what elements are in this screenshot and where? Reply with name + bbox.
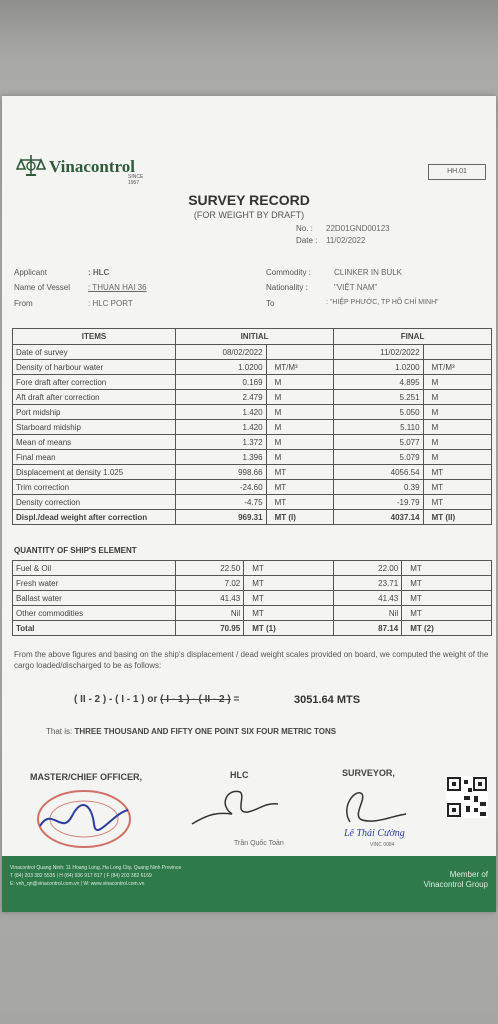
footer-phones: T (84) 203 382 5535 | H (84) 936 917 817 | F (84) 203 382 6169 [10,873,152,879]
initial-value: -24.60 [176,480,267,495]
commodity-label: Commodity : [266,268,311,277]
initial-value: 41.43 [176,591,244,606]
table-row [13,576,492,591]
final-unit: M [423,390,491,405]
initial-unit: MT [266,480,334,495]
initial-unit: MT [244,576,334,591]
surveyor-signature-heading: SURVEYOR, [342,768,395,778]
from-value: : HLC PORT [88,299,133,308]
final-unit: MT [423,465,491,480]
qr-code-icon [446,776,488,818]
cargo-result: 3051.64 MTS [294,694,361,706]
draft-survey-table [12,328,492,525]
document-title: SURVEY RECORD [188,192,310,208]
initial-unit: MT [266,495,334,510]
nationality-label: Nationality : [266,283,308,292]
table-row [13,480,492,495]
hlc-signer-name: Trần Quốc Toàn [234,840,284,847]
document-subtitle: (FOR WEIGHT BY DRAFT) [193,210,305,220]
row-item: Mean of means [13,435,176,450]
vessel-value: : THUAN HAI 36 [88,283,147,292]
record-date-value: 11/02/2022 [326,236,366,245]
initial-value: 22.50 [176,561,244,576]
from-label: From [14,299,33,308]
elements-table-body [13,561,492,636]
initial-unit: M [266,405,334,420]
table-row [13,420,492,435]
words-label: That is: [46,727,73,736]
initial-unit: M [266,435,334,450]
table-row [13,465,492,480]
initial-unit: M [266,390,334,405]
initial-unit: MT (I) [266,510,334,525]
final-value: 11/02/2022 [334,345,423,360]
final-unit: MT [402,591,492,606]
header-final: FINAL [334,329,492,345]
row-item: Fuel & Oil [13,561,176,576]
applicant-value: : HLC [88,268,110,277]
surveyor-code: VINC 0084 [370,842,395,848]
final-unit: MT [402,576,492,591]
initial-value: -4.75 [176,495,267,510]
row-item: Final mean [13,450,176,465]
footer-member [424,870,488,890]
final-unit: MT [423,480,491,495]
table-row [13,405,492,420]
final-value: 4056.54 [334,465,423,480]
final-unit: M [423,375,491,390]
to-value: : "HIỆP PHƯỚC, TP HỒ CHÍ MINH" [326,299,439,306]
initial-unit: MT/M³ [266,360,334,375]
final-unit: MT [402,561,492,576]
table-row [13,561,492,576]
initial-value: 1.372 [176,435,267,450]
vessel-label: Name of Vessel [14,283,71,292]
footer-contact [10,864,181,888]
initial-value: 998.66 [176,465,267,480]
initial-unit [266,345,334,360]
row-item: Density of harbour water [13,360,176,375]
table-row [13,606,492,621]
row-item: Displ./dead weight after correction [13,510,176,525]
form-number: HH.01 [428,164,486,180]
initial-unit: MT [244,561,334,576]
initial-unit: MT (1) [244,621,334,636]
nationality-value: "VIỆT NAM" [334,283,378,292]
draft-table-body [13,345,492,525]
initial-value: 1.0200 [176,360,267,375]
initial-unit: MT [244,606,334,621]
final-value: 0.39 [334,480,423,495]
record-no-label: No. : [296,224,313,233]
header-initial: INITIAL [176,329,334,345]
final-value: 22.00 [333,561,401,576]
footer-address: Vinacontrol Quang Ninh: 11 Hoang Long, Ha Long City, Quang Ninh Province [10,865,182,871]
ship-elements-table [12,560,492,636]
row-item: Fore draft after correction [13,375,176,390]
table-row [13,450,492,465]
row-item: Starboard midship [13,420,176,435]
initial-value: 1.396 [176,450,267,465]
conclusion-text: From the above figures and basing on the ship's displacement / dead weight scales provided on board, we computed the weight of the cargo loaded/discharged to be as follows: [14,650,489,670]
initial-unit: M [266,450,334,465]
final-value: Nil [333,606,401,621]
ship-stamp-icon [32,786,142,852]
initial-value: 1.420 [176,405,267,420]
final-value: 87.14 [333,621,401,636]
final-unit: MT/M³ [423,360,491,375]
initial-value: 0.169 [176,375,267,390]
initial-value: 969.31 [176,510,267,525]
header-items: ITEMS [13,329,176,345]
initial-unit: M [266,420,334,435]
table-row [13,591,492,606]
final-value: 5.050 [334,405,423,420]
surveyor-name: Lê Thái Cường [344,828,405,839]
vinacontrol-logo-icon [16,154,46,176]
applicant-label: Applicant [14,268,47,277]
final-value: 5.251 [334,390,423,405]
elements-heading: QUANTITY OF SHIP'S ELEMENT [14,546,137,555]
cargo-formula [74,694,239,705]
company-logo [16,154,144,186]
footer-web: E: vnh_qn@vinacontrol.com.vn | W: www.vinacontrol.com.vn [10,881,145,887]
initial-unit: MT [244,591,334,606]
table-row [13,510,492,525]
final-value: 23.71 [333,576,401,591]
table-row [13,435,492,450]
final-unit: M [423,405,491,420]
final-unit: MT [402,606,492,621]
result-in-words [46,727,336,736]
final-value: 5.079 [334,450,423,465]
footer-group-name: Vinacontrol Group [423,880,488,889]
final-unit [423,345,491,360]
initial-value: 2.479 [176,390,267,405]
final-value: -19.79 [334,495,423,510]
row-item: Aft draft after correction [13,390,176,405]
initial-value: 08/02/2022 [176,345,267,360]
row-item: Total [13,621,176,636]
initial-unit: MT [266,465,334,480]
initial-value: 70.95 [176,621,244,636]
formula-eq: = [233,694,240,705]
row-item: Fresh water [13,576,176,591]
brand-name: Vinacontrol [49,157,135,176]
survey-document [2,96,496,912]
surveyor-signature-icon [332,786,412,826]
footer-band [2,856,496,912]
row-item: Density correction [13,495,176,510]
to-label: To [266,299,275,308]
initial-value: 1.420 [176,420,267,435]
hlc-signature-icon [188,784,284,834]
final-unit: MT (2) [402,621,492,636]
table-row [13,360,492,375]
row-item: Other commodities [13,606,176,621]
row-item: Displacement at density 1.025 [13,465,176,480]
table-row [13,621,492,636]
initial-unit: M [266,375,334,390]
row-item: Ballast water [13,591,176,606]
table-row [13,345,492,360]
master-signature-heading: MASTER/CHIEF OFFICER, [30,772,142,782]
table-row [13,390,492,405]
formula-a: ( II - 2 ) - ( I - 1 ) or [74,694,158,705]
final-value: 1.0200 [334,360,423,375]
final-value: 4037.14 [334,510,423,525]
hlc-signature-heading: HLC [230,770,249,780]
table-row [13,495,492,510]
final-unit: MT [423,495,491,510]
initial-value: 7.02 [176,576,244,591]
table-row [13,375,492,390]
record-no-value: 22D01GND00123 [326,224,390,233]
final-value: 5.077 [334,435,423,450]
final-unit: M [423,450,491,465]
row-item: Date of survey [13,345,176,360]
final-value: 41.43 [333,591,401,606]
formula-b: ( I - 1 ) - ( II - 2 ) [160,694,231,705]
final-unit: M [423,420,491,435]
initial-value: Nil [176,606,244,621]
commodity-value: CLINKER IN BULK [334,268,403,277]
final-unit: MT (II) [423,510,491,525]
record-date-label: Date : [296,236,318,245]
final-value: 4.895 [334,375,423,390]
final-value: 5.110 [334,420,423,435]
final-unit: M [423,435,491,450]
words-value: THREE THOUSAND AND FIFTY ONE POINT SIX FOUR METRIC TONS [74,727,337,736]
row-item: Port midship [13,405,176,420]
brand-since: SINCE 1957 [128,174,144,186]
footer-member-label: Member of [449,870,488,879]
row-item: Trim correction [13,480,176,495]
